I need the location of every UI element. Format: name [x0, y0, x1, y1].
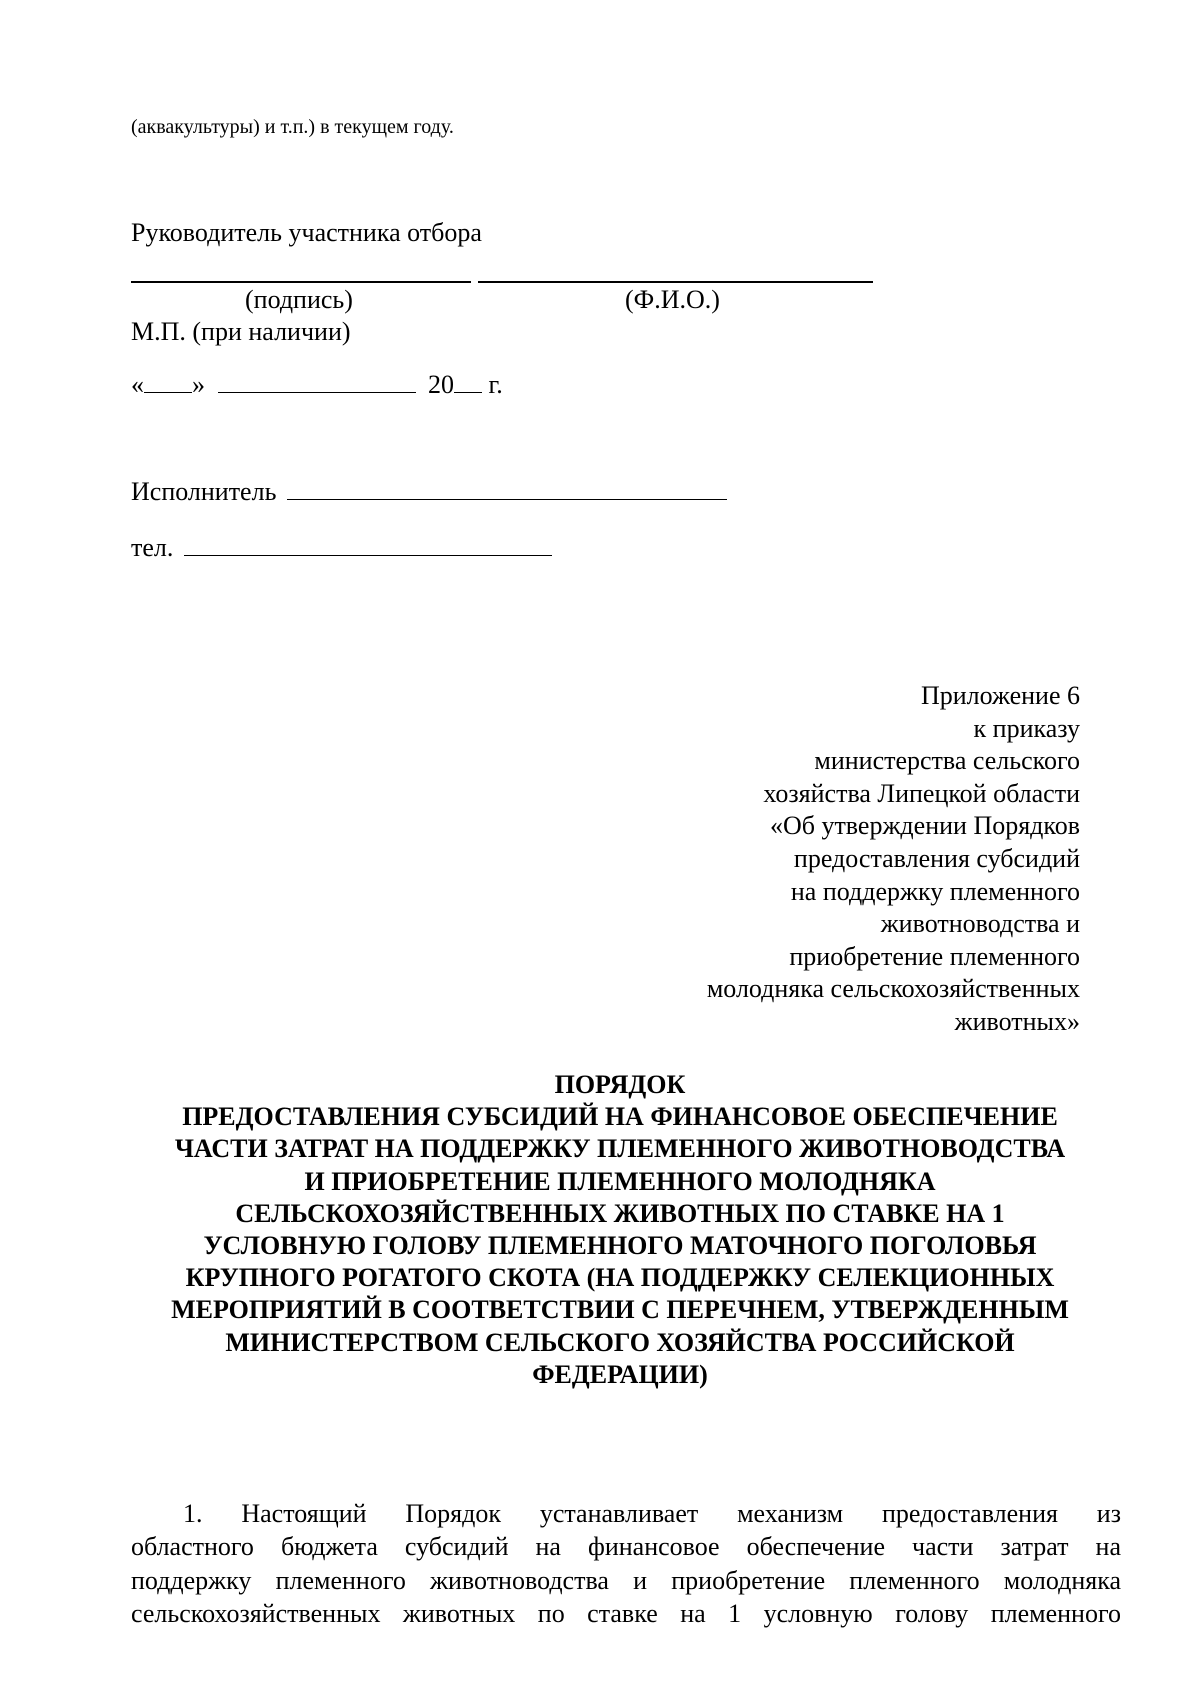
- year-prefix: 20: [428, 370, 454, 399]
- signature-head-label: Руководитель участника отбора: [131, 218, 482, 247]
- year-blank: [454, 392, 482, 393]
- paragraph-line: поддержку племенного животноводства и приобретение племенного молодняка: [131, 1565, 1121, 1595]
- name-line: [478, 281, 873, 283]
- appendix-line: на поддержку племенного: [790, 876, 1080, 906]
- title-line: И ПРИОБРЕТЕНИЕ ПЛЕМЕННОГО МОЛОДНЯКА: [304, 1166, 936, 1196]
- paragraph-line: сельскохозяйственных животных по ставке на 1 условную голову племенного: [131, 1598, 1121, 1628]
- appendix-line: Приложение 6: [920, 681, 1080, 710]
- title-line: УСЛОВНУЮ ГОЛОВУ ПЛЕМЕННОГО МАТОЧНОГО ПОГОЛОВЬЯ: [203, 1231, 1037, 1261]
- year-suffix: г.: [488, 370, 503, 399]
- signature-caption: (подпись): [245, 285, 353, 314]
- appendix-line: приобретение племенного: [789, 941, 1080, 971]
- appendix-line: к приказу: [973, 713, 1080, 743]
- document-title: [120, 1069, 1120, 1391]
- date-close-quote: »: [192, 370, 205, 399]
- executor-blank: [287, 499, 727, 500]
- date-open-quote: «: [131, 370, 144, 399]
- title-line: ЧАСТИ ЗАТРАТ НА ПОДДЕРЖКУ ПЛЕМЕННОГО ЖИВОТНОВОДСТВА: [174, 1134, 1066, 1164]
- title-line: СЕЛЬСКОХОЗЯЙСТВЕННЫХ ЖИВОТНЫХ ПО СТАВКЕ НА 1: [235, 1198, 1005, 1228]
- title-line: МИНИСТЕРСТВОМ СЕЛЬСКОГО ХОЗЯЙСТВА РОССИЙСКОЙ: [225, 1327, 1015, 1357]
- title-line: ПОРЯДОК: [554, 1070, 686, 1099]
- phone-line: [131, 533, 552, 563]
- appendix-line: животных»: [954, 1006, 1080, 1036]
- title-line: ПРЕДОСТАВЛЕНИЯ СУБСИДИЙ НА ФИНАНСОВОЕ ОБЕСПЕЧЕНИЕ: [182, 1102, 1058, 1132]
- appendix-line: животноводства и: [880, 909, 1080, 939]
- appendix-header: [707, 680, 1080, 1039]
- appendix-line: министерства сельского: [814, 746, 1080, 776]
- day-blank: [144, 392, 192, 393]
- paragraph-line: областного бюджета субсидий на финансовое обеспечение части затрат на: [131, 1532, 1121, 1562]
- signature-line: [131, 281, 471, 283]
- stamp-note: М.П. (при наличии): [131, 317, 351, 346]
- paragraph-line: 1. Настоящий Порядок устанавливает механизм предоставления из: [183, 1499, 1121, 1528]
- phone-label: тел.: [131, 533, 174, 562]
- top-note: (аквакультуры) и т.п.) в текущем году.: [131, 116, 454, 138]
- title-line: МЕРОПРИЯТИЙ В СООТВЕТСТВИИ С ПЕРЕЧНЕМ, УТВЕРЖДЕННЫМ: [171, 1295, 1069, 1325]
- name-caption: (Ф.И.О.): [625, 285, 720, 314]
- phone-blank: [184, 555, 552, 556]
- title-line: КРУПНОГО РОГАТОГО СКОТА (НА ПОДДЕРЖКУ СЕЛЕКЦИОННЫХ: [185, 1263, 1055, 1293]
- month-blank: [218, 392, 416, 393]
- title-line: ФЕДЕРАЦИИ): [532, 1359, 708, 1389]
- executor-label: Исполнитель: [131, 477, 277, 506]
- appendix-line: предоставления субсидий: [793, 843, 1080, 873]
- executor-line: [131, 477, 727, 507]
- date-line: [131, 370, 503, 400]
- appendix-line: «Об утверждении Порядков: [769, 811, 1080, 841]
- paragraph-1: [131, 1497, 1121, 1630]
- appendix-line: хозяйства Липецкой области: [763, 778, 1080, 808]
- appendix-line: молодняка сельскохозяйственных: [706, 974, 1080, 1004]
